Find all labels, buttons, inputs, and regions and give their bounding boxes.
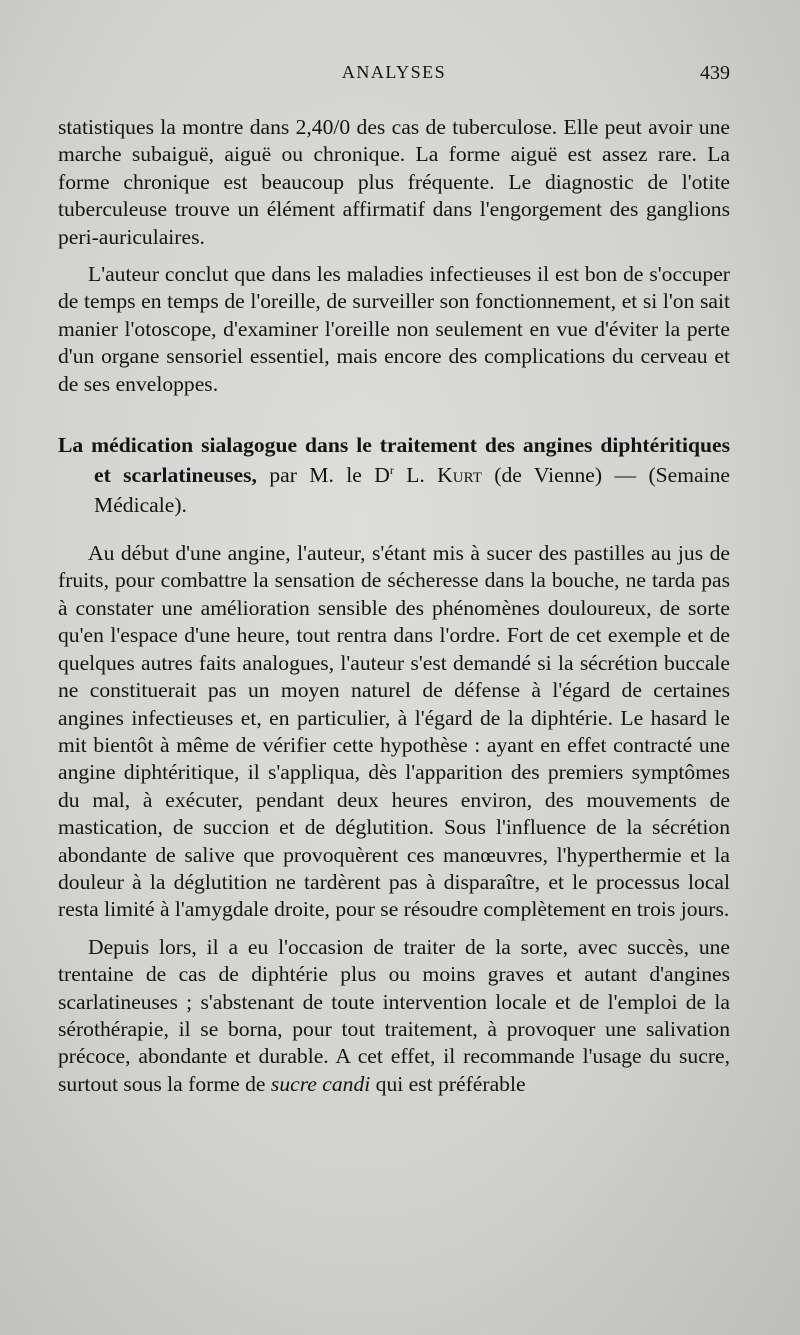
treatment-text: Depuis lors, il a eu l'occasion de traiter de la sorte, avec succès, une trentaine de cas de diphtérie plus ou moins graves et autant d'angines scarlatineuses ; s'abstenant de toute intervention locale et de l'emploi de la sérothérapie, il se borna, pour tout traitement, à provoquer une salivation précoce, abondante et durable. A cet effet, il recommande l'usage du sucre, surtout sous la forme de <box>58 934 730 1096</box>
paragraph-treatment <box>58 934 730 1098</box>
paragraph-author-conclusion: L'auteur conclut que dans les maladies infectieuses il est bon de s'occuper de temps en temps de l'oreille, de surveiller son fonctionnement, et si l'on sait manier l'otoscope, d'examiner l'oreille non seulement en vue d'éviter la perte d'un organe sensoriel essentiel, mais encore des complications du cerveau et de ses enveloppes. <box>58 262 730 396</box>
running-title: ANALYSES <box>341 62 447 82</box>
article-source: (de Vienne) — (Semaine Médicale). <box>94 463 730 518</box>
page-header <box>58 62 730 94</box>
paragraph-tuberculosis-statistics: statistiques la montre dans 2,40/0 des cas de tuberculose. Elle peut avoir une marche subaiguë, aiguë ou chronique. La forme aiguë est assez rare. La forme chronique est beaucoup plus fréquente. Le diagnostic de l'otite tuberculeuse trouve un élément affirmatif dans l'engorgement des ganglions peri-auriculaires. <box>58 115 730 249</box>
sucre-candi-term: sucre candi <box>270 1071 371 1096</box>
page-body <box>58 114 730 1098</box>
page-number: 439 <box>700 62 730 84</box>
author-name: L. Kurt <box>406 463 482 488</box>
article-title: La médication sialagogue dans le traitement des angines diphtéritiques et scarlatineuses, <box>58 433 730 488</box>
doctor-superscript: r <box>389 462 394 477</box>
paragraph-angine-onset: Au début d'une angine, l'auteur, s'étant mis à sucer des pastilles au jus de fruits, pour combattre la sensation de sécheresse dans la bouche, ne tarda pas à constater une amélioration sensible des phénomènes douloureux, de sorte qu'en l'espace d'une heure, tout rentra dans l'ordre. Fort de cet exemple et de quelques autres faits analogues, l'auteur s'est demandé si la sécrétion buccale ne constituerait pas un moyen naturel de défense à l'égard de certaines angines infectieuses et, en particulier, à l'égard de la diphtérie. Le hasard le mit bientôt à même de vérifier cette hypothèse : ayant en effet contracté une angine diphtéritique, il s'appliqua, dès l'apparition des premiers symptômes du mal, à exécuter, pendant deux heures environ, des mouvements de mastication, de succion et de déglutition. Sous l'influence de la sécrétion abondante de salive que provoquèrent ces manœuvres, l'hyperthermie et la douleur à la déglutition ne tardèrent pas à disparaître, et le processus local resta limité à l'amygdale droite, pour se résoudre complètement en trois jours. <box>58 541 730 922</box>
byline-prefix: par M. le D <box>269 463 390 488</box>
treatment-text-end: qui est préférable <box>375 1071 526 1096</box>
article-byline <box>269 463 482 487</box>
article-heading <box>58 430 730 520</box>
